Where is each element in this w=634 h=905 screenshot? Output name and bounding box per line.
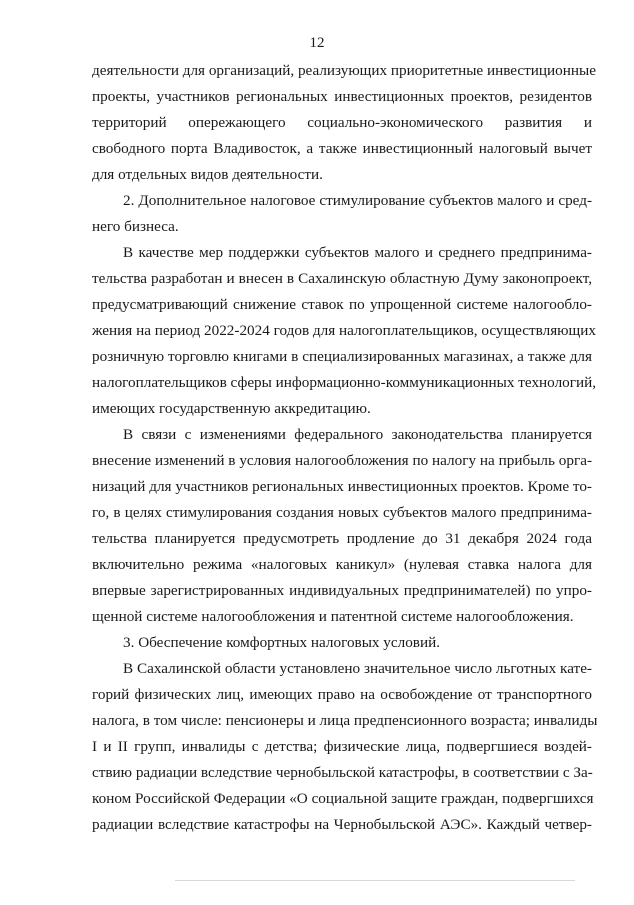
text-line: тельства разработан и внесен в Сахалинскую областную Думу законопроект,	[92, 270, 592, 287]
text-line: жения на период 2022-2024 годов для налогоплательщиков, осуществляющих	[92, 322, 596, 339]
text-line: В Сахалинской области установлено значительное число льготных кате-	[123, 660, 592, 677]
text-line: деятельности для организаций, реализующих приоритетные инвестиционные	[92, 62, 596, 79]
section-heading: 3. Обеспечение комфортных налоговых условий.	[123, 634, 441, 651]
text-line: тельства планируется предусмотреть продление до 31 декабря 2024 года	[92, 530, 592, 547]
text-line: розничную торговлю книгами в специализированных магазинах, а также для	[92, 348, 592, 365]
text-line: налогоплательщиков сферы информационно-коммуникационных технологий,	[92, 374, 597, 391]
text-line: для отдельных видов деятельности.	[92, 166, 323, 183]
text-line: щенной системе налогообложения и патентной системе налогообложения.	[92, 608, 574, 625]
text-line: предусматривающий снижение ставок по упрощенной системе налогообло-	[92, 296, 592, 313]
page-bottom-divider	[175, 880, 575, 881]
page-number: 12	[309, 35, 325, 51]
text-line: В связи с изменениями федерального законодательства планируется	[123, 426, 592, 443]
text-line: низаций для участников региональных инвестиционных проектов. Кроме то-	[92, 478, 592, 495]
text-line: 2. Дополнительное налоговое стимулирование субъектов малого и сред-	[123, 192, 592, 209]
text-line: свободного порта Владивосток, а также инвестиционный налоговый вычет	[92, 140, 592, 157]
text-line: имеющих государственную аккредитацию.	[92, 400, 371, 417]
text-line: радиации вследствие катастрофы на Чернобыльской АЭС». Каждый четвер-	[92, 816, 592, 833]
text-line: ствию радиации вследствие чернобыльской катастрофы, в соответствии с За-	[92, 764, 593, 781]
text-line: внесение изменений в условия налогообложения по налогу на прибыль орга-	[92, 452, 592, 469]
text-line: го, в целях стимулирования создания новых субъектов малого предпринима-	[92, 504, 592, 521]
text-line: проекты, участников региональных инвестиционных проектов, резидентов	[92, 88, 592, 105]
text-line: него бизнеса.	[92, 218, 179, 235]
text-line: включительно режима «налоговых каникул» (нулевая ставка налога для	[92, 556, 592, 573]
text-line: горий физических лиц, имеющих право на освобождение от транспортного	[92, 686, 592, 703]
text-line: налога, в том числе: пенсионеры и лица предпенсионного возраста; инвалиды	[92, 712, 598, 729]
text-line: территорий опережающего социально-экономического развития и	[92, 114, 592, 131]
text-line: В качестве мер поддержки субъектов малого и среднего предпринима-	[123, 244, 592, 261]
text-line: впервые зарегистрированных индивидуальных предпринимателей) по упро-	[92, 582, 592, 599]
text-line: коном Российской Федерации «О социальной защите граждан, подвергшихся	[92, 790, 594, 807]
text-line: I и II групп, инвалиды с детства; физические лица, подвергшиеся воздей-	[92, 738, 592, 755]
